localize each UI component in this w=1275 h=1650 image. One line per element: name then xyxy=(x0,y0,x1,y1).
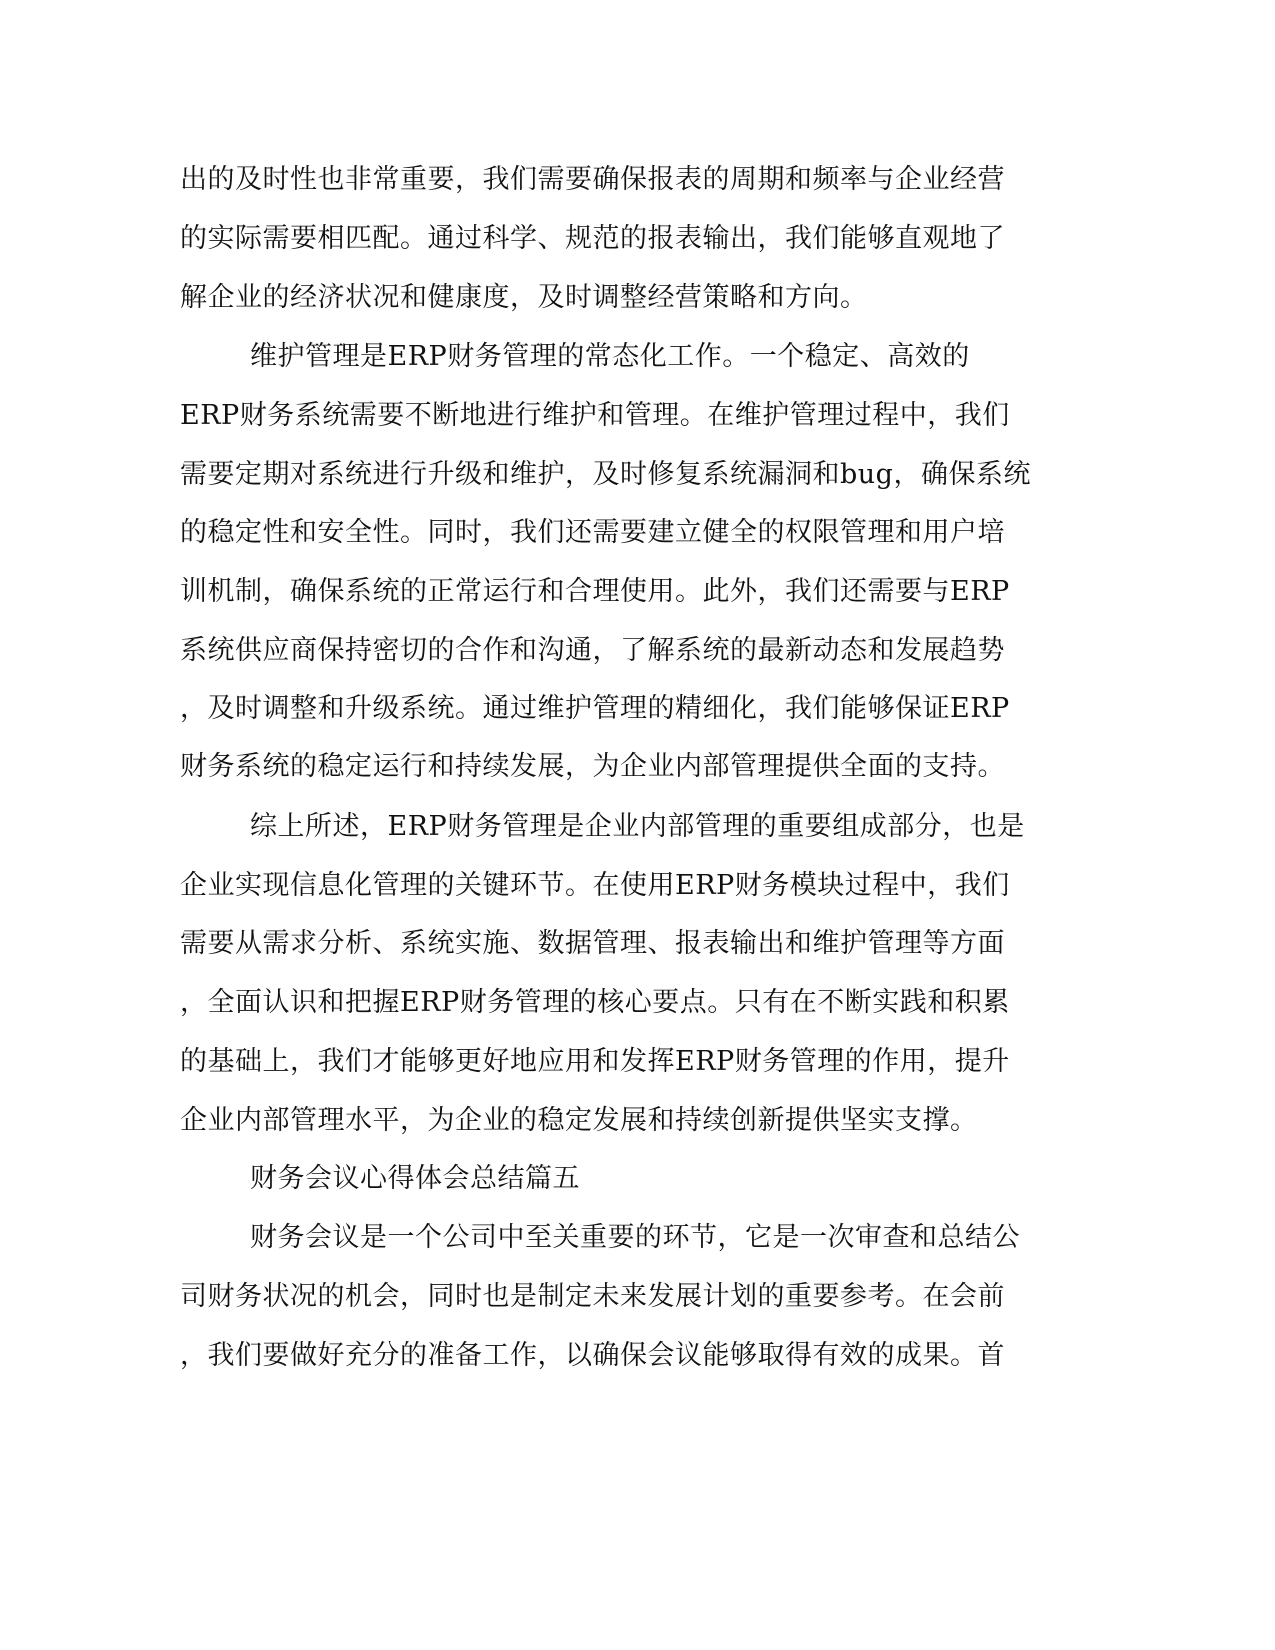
text-line: 司财务状况的机会，同时也是制定未来发展计划的重要参考。在会前 xyxy=(180,1281,1005,1312)
text-line: 的实际需要相匹配。通过科学、规范的报表输出，我们能够直观地了 xyxy=(180,223,1005,254)
text-line: ，及时调整和升级系统。通过维护管理的精细化，我们能够保证ERP xyxy=(180,693,1010,724)
paragraph-first-line: 维护管理是ERP财务管理的常态化工作。一个稳定、高效的 xyxy=(250,341,970,372)
text-line: 需要定期对系统进行升级和维护，及时修复系统漏洞和bug，确保系统 xyxy=(180,459,1031,490)
paragraph-first-line: 综上所述，ERP财务管理是企业内部管理的重要组成部分，也是 xyxy=(250,811,1025,842)
text-line: 出的及时性也非常重要，我们需要确保报表的周期和频率与企业经营 xyxy=(180,164,1005,195)
text-line: ERP财务系统需要不断地进行维护和管理。在维护管理过程中，我们 xyxy=(180,400,1010,431)
text-line: 解企业的经济状况和健康度，及时调整经营策略和方向。 xyxy=(180,282,868,313)
text-line: 的基础上，我们才能够更好地应用和发挥ERP财务管理的作用，提升 xyxy=(180,1046,1010,1077)
text-line: 训机制，确保系统的正常运行和合理使用。此外，我们还需要与ERP xyxy=(180,576,1010,607)
text-line: ，全面认识和把握ERP财务管理的核心要点。只有在不断实践和积累 xyxy=(180,987,1010,1018)
text-line: 企业内部管理水平，为企业的稳定发展和持续创新提供坚实支撑。 xyxy=(180,1105,978,1136)
text-line: 的稳定性和安全性。同时，我们还需要建立健全的权限管理和用户培 xyxy=(180,517,1005,548)
paragraph-first-line: 财务会议是一个公司中至关重要的环节，它是一次审查和总结公 xyxy=(250,1222,1020,1253)
section-heading: 财务会议心得体会总结篇五 xyxy=(250,1163,580,1194)
text-line: 企业实现信息化管理的关键环节。在使用ERP财务模块过程中，我们 xyxy=(180,870,1010,901)
text-line: 系统供应商保持密切的合作和沟通，了解系统的最新动态和发展趋势 xyxy=(180,635,1005,666)
text-line: 需要从需求分析、系统实施、数据管理、报表输出和维护管理等方面 xyxy=(180,928,1005,959)
text-line: 财务系统的稳定运行和持续发展，为企业内部管理提供全面的支持。 xyxy=(180,751,1005,782)
text-line: ，我们要做好充分的准备工作，以确保会议能够取得有效的成果。首 xyxy=(180,1340,1005,1371)
